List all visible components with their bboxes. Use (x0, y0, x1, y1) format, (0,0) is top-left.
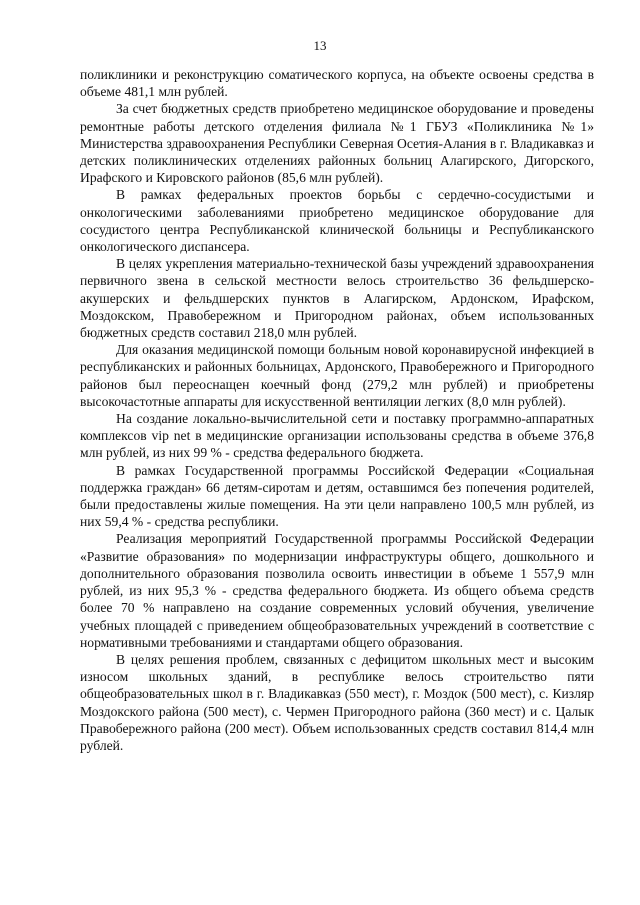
paragraph-continuation: поликлиники и реконструкцию соматического корпуса, на объекте освоены средства в объеме 481,1 млн рублей. (80, 67, 594, 100)
paragraph-education: Реализация мероприятий Государственной программы Российской Федерации «Развитие образования» по модернизации инфраструктуры общего, дошкольного и дополнительного образования позволила освоить инвестиции в объеме 1 557,9 млн рублей, из них 95,3 % - средства федерального бюджета. Из общего объема средств более 70 % направлено на создание современных условий обучения, увеличение учебных площадей с приведением общеобразовательных учреждений в соответствие с нормативными требованиями и стандартами общего образования. (80, 531, 594, 650)
paragraph-schools: В целях решения проблем, связанных с дефицитом школьных мест и высоким износом школьных зданий, в республике велось строительство пяти общеобразовательных школ в г. Владикавказ (550 мест), г. Моздок (500 мест), с. Кизляр Моздокского района (500 мест), с. Чермен Пригородного района (360 мест) и с. Цалык Правобережного района (200 мест). Объем использованных средств составил 814,4 млн рублей. (80, 651, 594, 753)
paragraph-federal-projects: В рамках федеральных проектов борьбы с сердечно-сосудистыми и онкологическими заболеваниями приобретено медицинское оборудование для сосудистого центра Республиканской клинической больницы и Республиканского онкологического диспансера. (80, 187, 594, 255)
page-number: 13 (313, 38, 327, 53)
paragraph-social-support: В рамках Государственной программы Российской Федерации «Социальная поддержка граждан» 66 детям-сиротам и детям, оставшимся без попечения родителей, были предоставлены жилые помещения. На эти цели направлено 100,5 млн рублей, из них 59,4 % - средства республики. (80, 462, 594, 530)
paragraph-coronavirus: Для оказания медицинской помощи больным новой коронавирусной инфекцией в республиканских и районных больницах, Ардонского, Правобережного и Пригородного районов был переоснащен коечный фонд (279,2 млн рублей) и приобретены высокочастотные аппараты для искусственной вентиляции легких (8,0 млн рублей). (80, 342, 594, 409)
paragraph-rural-healthcare: В целях укрепления материально-технической базы учреждений здравоохранения первичного звена в сельской местности велось строительство 36 фельдшерско-акушерских и фельдшерских пунктов в Алагирском, Ардонском, Ирафском, Моздокском, Правобережном и Пригородном районах, объем использованных бюджетных средств составил 218,0 млн рублей. (80, 256, 594, 341)
document-body (80, 66, 594, 754)
paragraph-network: На создание локально-вычислительной сети и поставку программно-аппаратных комплексов vip net в медицинские организации использованы средства в объеме 376,8 млн рублей, из них 99 % - средства федерального бюджета. (80, 411, 594, 461)
paragraph-medical-equipment: За счет бюджетных средств приобретено медицинское оборудование и проведены ремонтные работы детского отделения филиала №1 ГБУЗ «Поликлиника №1» Министерства здравоохранения Республики Северная Осетия-Алания в г. Владикавказ и детских поликлинических отделениях районных больниц Алагирского, Дигорского, Ирафского и Кировского районов (85,6 млн рублей). (80, 101, 594, 186)
